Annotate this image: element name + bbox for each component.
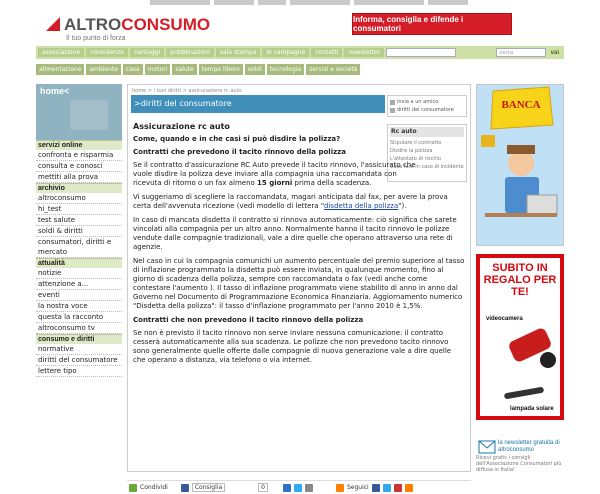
newsletter-description: Ricevi gratis i consigli dell'Associazione Consumatori più diffusa in Italia! <box>476 455 562 473</box>
mail-icon <box>390 100 395 105</box>
paragraph-1: Se il contratto d'assicurazione RC Auto prevede il tacito rinnovo, l'assicurato che vuole disdire la polizza deve inviare alla compagnia una raccomandata con ricevuta di ritorno o un fax almeno 15 giorni prima della scadenza. <box>133 161 416 187</box>
left-link[interactable]: altroconsumo tv <box>36 323 122 334</box>
article-title: Assicurazione rc auto <box>133 122 230 131</box>
paragraph-2: Vi suggeriamo di scegliere la raccomandata, magari anticipata dal fax, per avere la prova certa dell'avvenuta ricezione (vedi modello di lettera "disdetta della polizza"). <box>133 193 448 210</box>
left-link[interactable]: questa la racconto <box>36 312 122 323</box>
section-archivio: archivio <box>36 183 122 193</box>
left-link[interactable]: mettiti alla prova <box>36 172 122 183</box>
newsletter-title: la newsletter gratuita di altroconsumo <box>498 440 560 453</box>
youtube-icon[interactable] <box>394 484 402 492</box>
page-title: >diritti del consumatore <box>131 95 385 113</box>
section-attualita: attualità <box>36 258 122 268</box>
gift-banner[interactable] <box>476 254 564 420</box>
left-nav <box>36 140 122 377</box>
breadcrumb[interactable]: home > i tuoi diritti > assicurazione rc auto <box>132 88 242 94</box>
category-motori[interactable]: motori <box>145 64 171 75</box>
like-count: 0 <box>258 483 268 492</box>
tools-box <box>387 95 467 117</box>
share-bar <box>127 480 471 494</box>
shopping-bag-image <box>70 100 108 130</box>
article-question: Come, quando e in che casi si può disdire la polizza? <box>133 135 341 143</box>
share-icon <box>129 484 137 492</box>
consiglia-button[interactable]: Consiglia <box>192 483 225 492</box>
logo-tagline: Il tuo punto di forza <box>66 35 126 42</box>
banca-banner[interactable] <box>476 84 564 246</box>
lampada-image <box>502 380 552 404</box>
section-servizi-online: servizi online <box>36 140 122 150</box>
nav-email-field[interactable] <box>386 48 456 57</box>
home-label: home< <box>40 86 70 96</box>
nav-item-contatti[interactable]: contatti <box>311 48 342 57</box>
gift-item-videocamera: videocamera <box>486 316 523 322</box>
gift-item-lampada: lampada solare <box>510 406 554 412</box>
nav-item-consulenze[interactable]: consulenze <box>86 48 128 57</box>
left-link[interactable]: normative <box>36 344 122 355</box>
related-link[interactable]: Disdire la polizza <box>390 148 433 154</box>
top-utility-strip <box>150 0 570 6</box>
left-link[interactable]: altroconsumo <box>36 193 122 204</box>
nav-item-vantaggi[interactable]: vantaggi <box>130 48 164 57</box>
left-link[interactable]: confronta e risparmia <box>36 150 122 161</box>
category-alimentazione[interactable]: alimentazione <box>36 64 84 75</box>
send-to-friend-link[interactable]: invia a un amico <box>390 98 464 106</box>
rss-icon[interactable] <box>336 484 344 492</box>
subheading-no-rinnovo: Contratti che non prevedono il tacito rinnovo della polizza <box>133 316 364 324</box>
digg-icon[interactable] <box>305 484 313 492</box>
promo-banner[interactable]: Informa, consiglia e difende i consumatori <box>352 13 512 35</box>
rights-link[interactable]: diritti del consumatore <box>390 106 464 114</box>
gift-title: SUBITO IN REGALO PER TE! <box>483 262 557 298</box>
subheading-tacito-rinnovo: Contratti che prevedono il tacito rinnovo della polizza <box>133 148 346 156</box>
nav-item-campagne[interactable]: le campagne <box>262 48 309 57</box>
section-consumo-diritti: consumo e diritti <box>36 334 122 344</box>
share-label: Condividi <box>140 484 168 491</box>
facebook-follow-icon[interactable] <box>372 484 380 492</box>
left-link[interactable]: consumatori, diritti e mercato <box>36 237 122 258</box>
left-link[interactable]: soldi & diritti <box>36 226 122 237</box>
nav-item-pubblicazioni[interactable]: pubblicazioni <box>166 48 214 57</box>
facebook-icon[interactable] <box>181 484 189 492</box>
category-servizi-societa[interactable]: servizi e società <box>306 64 360 75</box>
related-link[interactable]: L'attestato di rischio <box>390 156 442 162</box>
twitter-icon[interactable] <box>294 484 302 492</box>
category-tempo-libero[interactable]: tempo libero <box>199 64 243 75</box>
videocamera-image <box>504 324 560 376</box>
article <box>133 122 465 370</box>
paragraph-4: Nel caso in cui la compagnia comunichi un aumento percentuale del premio superiore al tasso di inflazione programmato la disdetta può essere inviata, in qualunque momento, fino al giorno di scadenza della polizza, sempre con raccomandata o fax (vedi anche come contestare l'aumento ). Il tasso di inflazione programmato viene stabilito di anno in anno dal Governo nel Documento di Programmazione Economica Finanziaria. Aggiornamento numerico "Disdetta della polizza": il tasso d'inflazione programmato per l'anno 2010 è 1,5%. <box>133 257 465 310</box>
left-link[interactable]: diritti del consumatore <box>36 355 122 366</box>
logo[interactable] <box>36 9 256 43</box>
delicious-icon[interactable] <box>283 484 291 492</box>
left-link[interactable]: hi_test <box>36 204 122 215</box>
related-link[interactable]: Stipulare il contratto <box>390 140 442 146</box>
related-link[interactable]: Cosa fare in caso di incidente <box>390 164 464 170</box>
related-title: Rc auto <box>390 127 464 137</box>
logo-text: ALTROCONSUMO <box>64 15 211 34</box>
follow-label: Seguici <box>346 484 369 491</box>
category-ambiente[interactable]: ambiente <box>86 64 121 75</box>
paragraph-5: Se non è previsto il tacito rinnovo non serve inviare nessuna comunicazione: il contratto cesserà automaticamente alla sua scadenza. Le polizze che non prevedono tacito rinnovo sono generalmente quelle offerte dalle compagnie di nuova generazione vale a dire quelle che operano a distanza, via telefono o via internet. <box>133 329 452 364</box>
newsletter-promo[interactable] <box>476 438 566 478</box>
logo-triangle-icon <box>44 15 62 33</box>
category-soldi[interactable]: soldi <box>245 64 265 75</box>
left-link[interactable]: attenzione a... <box>36 279 122 290</box>
left-link[interactable]: test salute <box>36 215 122 226</box>
nav-item-associazione[interactable]: associazione <box>38 48 84 57</box>
left-link[interactable]: lettere tipo <box>36 366 122 377</box>
banca-label: BANCA <box>501 99 541 111</box>
left-link[interactable]: la nostra voce <box>36 301 122 312</box>
print-icon <box>390 108 395 113</box>
newsletter-envelope-icon <box>478 440 496 454</box>
disdetta-link[interactable]: disdetta della polizza <box>324 202 399 210</box>
left-link[interactable]: consulta e conosci <box>36 161 122 172</box>
category-salute[interactable]: salute <box>172 64 196 75</box>
left-link[interactable]: notizie <box>36 268 122 279</box>
main-nav <box>36 46 564 59</box>
home-box[interactable] <box>36 84 122 140</box>
search-input[interactable]: cerca <box>496 48 546 57</box>
search-button[interactable]: vai <box>550 49 559 56</box>
paragraph-3: In caso di mancata disdetta il contratto si rinnova automaticamente: ciò significa che sarete vincolati alla compagnia per un altro anno. Normalmente hanno il tacito rinnovo le polizze vendute dalle compagnie tradizionali, vale a dire quelle che operano attraverso una rete di agenzie. <box>133 216 457 251</box>
left-link[interactable]: eventi <box>36 290 122 301</box>
nav-item-newsletter[interactable]: newsletter <box>344 48 384 57</box>
category-tecnologia[interactable]: tecnologia <box>267 64 304 75</box>
rss-follow-icon[interactable] <box>405 484 413 492</box>
twitter-follow-icon[interactable] <box>383 484 391 492</box>
nav-item-sala-stampa[interactable]: sala stampa <box>216 48 261 57</box>
category-casa[interactable]: casa <box>123 64 143 75</box>
category-nav <box>36 64 416 75</box>
